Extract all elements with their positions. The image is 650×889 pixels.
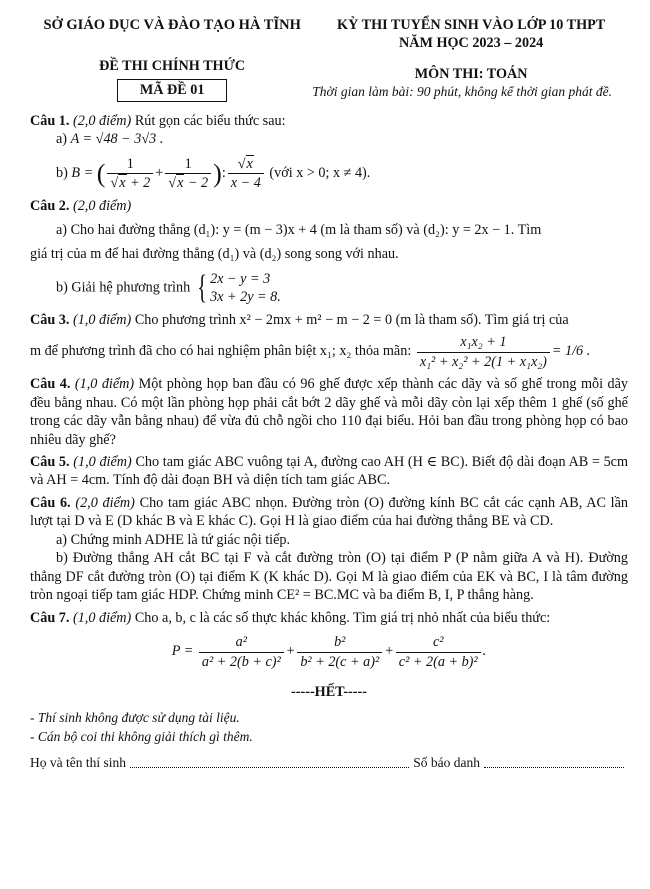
q3-num: x₁x₂ + 1: [417, 333, 550, 352]
q6-title: Câu 6.: [30, 494, 71, 511]
q7-lhs: P =: [171, 643, 194, 660]
q2-eq1: 2x − y = 3: [210, 270, 271, 287]
q7-t2d: b² + 2(c + a)²: [300, 653, 380, 670]
q1-text: Rút gọn các biểu thức sau:: [134, 112, 286, 129]
candidate-name-label: Họ và tên thí sinh: [30, 754, 126, 770]
q1-title: Câu 1.: [30, 112, 70, 129]
q7-points: (1,0 điểm): [72, 609, 132, 626]
q3-line2: m để phương trình đã cho có hai nghiệm phân biệt x₁; x₂ thỏa mãn:: [30, 343, 412, 360]
q2-points: (2,0 điểm): [72, 197, 132, 214]
q7-t1n: a²: [199, 633, 284, 652]
subject: MÔN THI: TOÁN: [414, 65, 528, 82]
q1-b-label: b): [56, 164, 68, 181]
q2-a-line1: a) Cho hai đường thẳng (d₁): y = (m − 3)x + 4 (m là tham số) và (d₂): y = 2x − 1. Tìm: [56, 222, 542, 239]
note-1: - Thí sinh không được sử dụng tài liệu.: [30, 710, 240, 726]
header-left: [30, 16, 314, 102]
question-7: Câu 7. (1,0 điểm) Cho a, b, c là các số thực khác không. Tìm giá trị nhỏ nhất của biểu thức: P = $\frac{\text{a²}}{\text{a² + 2(b + c)²}}$ + $\frac{\text{b²}}{\text{b² + 2(c + a)²}}$ + $\frac{\text{c²}}{\text{c² + 2(a + b)²}}$ .: [30, 609, 551, 670]
question-6: [30, 494, 628, 605]
q2-b-text: b) Giải hệ phương trình: [56, 279, 191, 296]
q1-a-label: a): [56, 131, 68, 148]
notes: [30, 709, 628, 745]
q6-a: a) Chứng minh ADHE là tứ giác nội tiếp.: [56, 531, 291, 548]
q4-title: Câu 4.: [30, 376, 71, 393]
q1-b-cond: (với x > 0; x ≠ 4).: [269, 164, 371, 181]
question-4: [30, 375, 628, 449]
q2-eq2: 3x + 2y = 8.: [210, 289, 281, 306]
q1-points: (2,0 điểm): [72, 112, 132, 129]
q7-title: Câu 7.: [30, 609, 70, 626]
q4-text: Một phòng họp ban đầu có 96 ghế được xếp thành các dãy và số ghế trong mỗi dãy đều bằng nhau. Có một lần phòng họp phải cắt bớt 2 dãy ghế và mỗi dãy còn lại xếp thêm 1 ghế (số ghế trong các dãy vẫn bằng nhau) để vừa đủ chỗ ngồi cho 110 đại biểu. Hỏi ban đầu trong phòng họp có bao nhiêu dãy ghế?: [30, 376, 629, 448]
candidate-info: [30, 754, 628, 772]
q5-title: Câu 5.: [30, 454, 70, 470]
q2-a-line2: giá trị của m để hai đường thẳng (d₁) và (d₂) song song với nhau.: [30, 246, 399, 263]
q2-title: Câu 2.: [30, 197, 70, 214]
q3-rhs: = 1/6 .: [551, 343, 591, 360]
q5-text: Cho tam giác ABC vuông tại A, đường cao AH (H ∈ BC). Biết độ dài đoạn AB = 5cm và AH = 4cm. Tính độ dài đoạn BH và diện tích tam giác ABC.: [30, 454, 628, 489]
q3-line1: Cho phương trình x² − 2mx + m² − m − 2 = 0 (m là tham số). Tìm giá trị của: [134, 311, 569, 328]
exam-code: MÃ ĐỀ 01: [117, 79, 228, 101]
exam-name: KỲ THI TUYỂN SINH VÀO LỚP 10 THPT: [337, 17, 606, 33]
header: [30, 16, 628, 102]
q6-points: (2,0 điểm): [75, 494, 135, 511]
candidate-number-line: [484, 754, 624, 769]
q7-t2n: b²: [297, 633, 382, 652]
q4-points: (1,0 điểm): [74, 376, 135, 393]
q6-b: b) Đường thẳng AH cắt BC tại F và cắt đường tròn (O) tại điểm P (P nằm giữa A và H). Đường thẳng DF cắt đường tròn (O) tại điểm K (K khác D). Gọi M là giao điểm của EK và BC, I là tâm đường tròn ngoại tiếp tam giác HDP. Chứng minh CE² = BC.MC và ba điểm B, I, P thẳng hàng.: [30, 550, 628, 604]
q3-title: Câu 3.: [30, 311, 70, 328]
q3-points: (1,0 điểm): [72, 311, 132, 328]
time-limit: Thời gian làm bài: 90 phút, không kể thời gian phát đề.: [312, 84, 613, 100]
q5-points: (1,0 điểm): [73, 454, 132, 470]
q1-a-expr: A = √48 − 3√3 .: [70, 131, 164, 148]
question-2: Câu 2. (2,0 điểm) a) Cho hai đường thẳng (d₁): y = (m − 3)x + 4 (m là tham số) và (d₂): y = 2x − 1. Tìm giá trị của m để hai đường thẳng (d₁) và (d₂) song song với nhau. b) Giải hệ phương trình { 2x − y = 3 3x + 2y = 8.: [30, 197, 628, 307]
school-year: NĂM HỌC 2023 – 2024: [399, 35, 544, 52]
question-5: [30, 453, 628, 490]
question-1: Câu 1. (2,0 điểm) Rút gọn các biểu thức sau: a) A = √48 − 3√3 . b) B = ( $\frac{1}{√x + 2}$ + $\frac{1}{√x - 2}$ ): $\frac{√x}{x - 4}$ (với x > 0; x ≠ 4).: [30, 112, 371, 192]
q7-t1d: a² + 2(b + c)²: [201, 653, 281, 670]
q1-b-lhs: B =: [71, 164, 94, 181]
candidate-number-label: Số báo danh: [413, 754, 480, 770]
note-2: - Cán bộ coi thi không giải thích gì thêm.: [30, 728, 253, 744]
header-right: [314, 16, 628, 102]
question-3: [30, 311, 628, 371]
end-mark: -----HẾT-----: [291, 683, 367, 700]
official-label: ĐỀ THI CHÍNH THỨC: [99, 57, 246, 74]
q7-t3d: c² + 2(a + b)²: [398, 653, 478, 670]
q3-den: x₁² + x₂² + 2(1 + x₁x₂): [419, 353, 547, 370]
q6-text: Cho tam giác ABC nhọn. Đường tròn (O) đường kính BC cắt các cạnh AB, AC lần lượt tại D và E (D khác B và E khác C). Gọi H là giao điểm của hai đường thẳng BE và CD.: [30, 494, 629, 530]
q7-t3n: c²: [396, 633, 481, 652]
q7-text: Cho a, b, c là các số thực khác không. Tìm giá trị nhỏ nhất của biểu thức:: [134, 609, 551, 626]
department-name: SỞ GIÁO DỤC VÀ ĐÀO TẠO HÀ TĨNH: [43, 17, 301, 33]
candidate-name-line: [130, 754, 409, 769]
